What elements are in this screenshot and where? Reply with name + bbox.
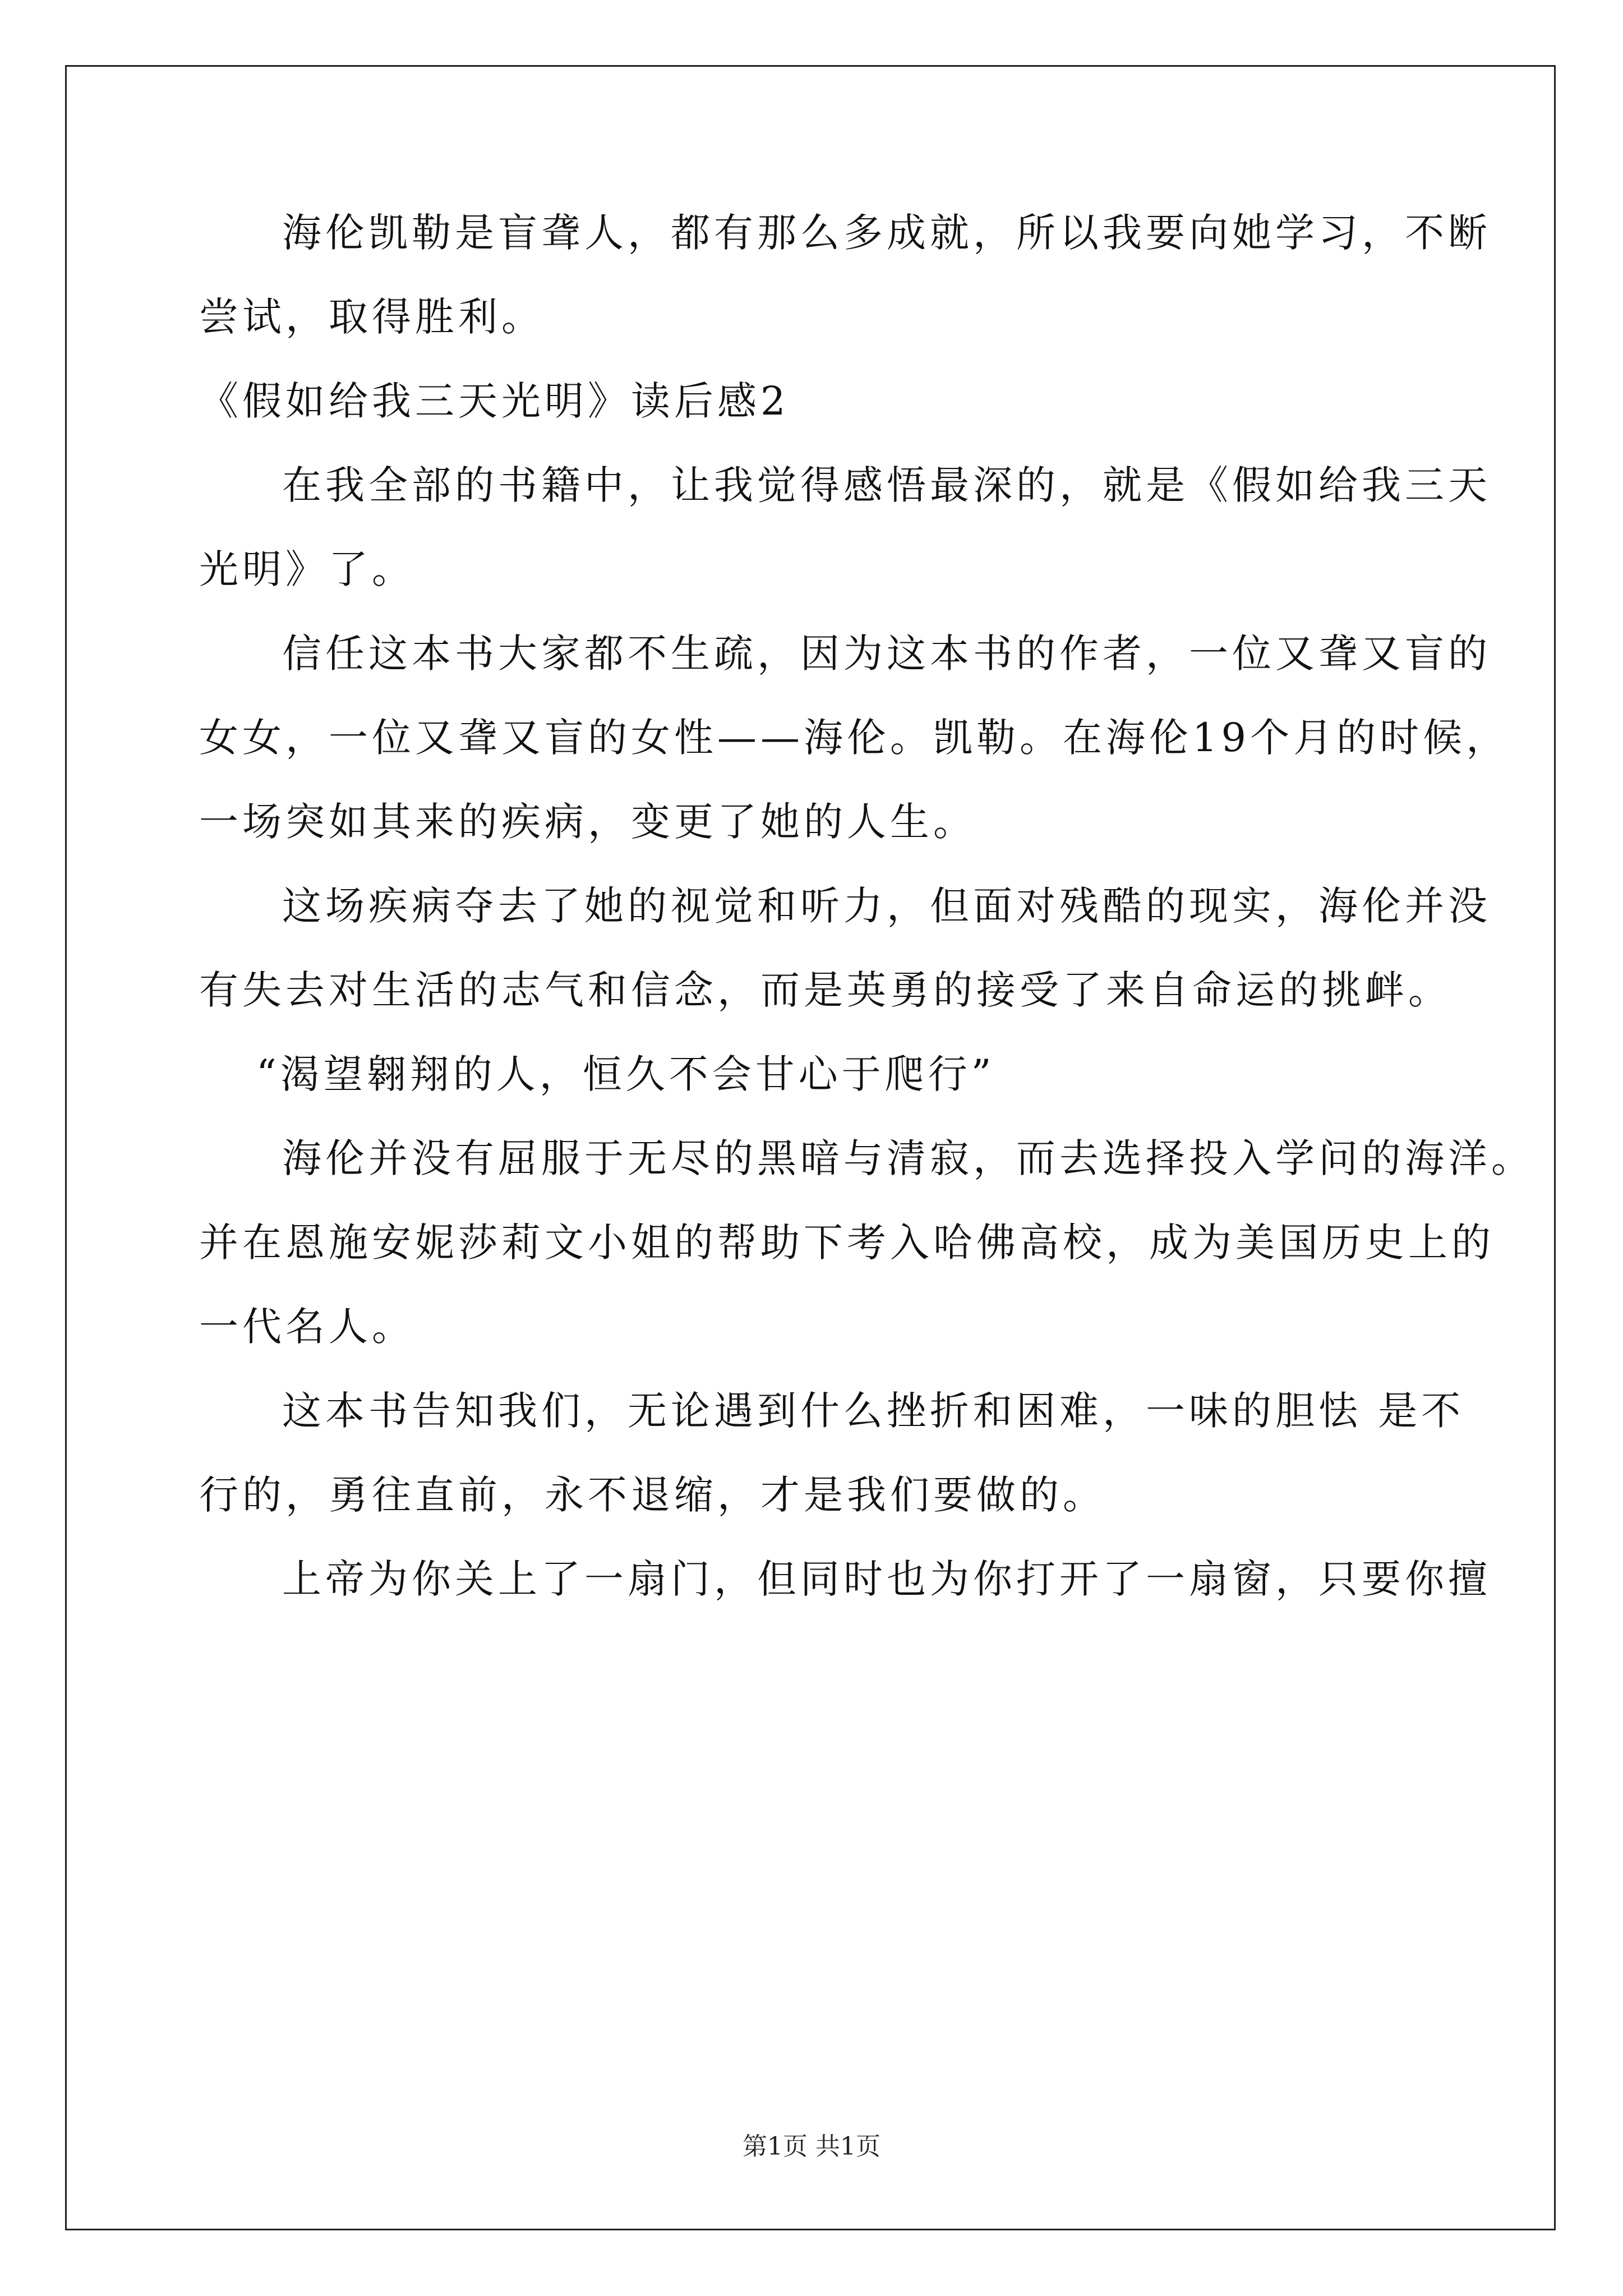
- quote-line: “渴望翱翔的人，恒久不会甘心于爬行”: [256, 1051, 995, 1097]
- paragraph-line: 光明》了。: [199, 546, 415, 592]
- paragraph-line: 尝试，取得胜利。: [199, 294, 545, 340]
- paragraph-line: 行的，勇往直前，永不退缩，才是我们要做的。: [199, 1472, 1106, 1518]
- paragraph-line: 这场疾病夺去了她的视觉和听力，但面对残酷的现实，海伦并没: [282, 883, 1491, 929]
- paragraph-line: 女女，一位又聋又盲的女性——海伦。凯勒。在海伦19个月的时候，: [199, 715, 1510, 761]
- paragraph-line: 并在恩施安妮莎莉文小姐的帮助下考入哈佛高校，成为美国历史上的: [199, 1220, 1495, 1266]
- paragraph-line: 一代名人。: [199, 1304, 415, 1350]
- paragraph-line: 信任这本书大家都不生疏，因为这本书的作者，一位又聋又盲的: [282, 631, 1491, 677]
- paragraph-line: 在我全部的书籍中，让我觉得感悟最深的，就是《假如给我三天: [282, 462, 1491, 508]
- page-footer: 第1页 共1页: [743, 2132, 880, 2161]
- paragraph-line: 海伦并没有屈服于无尽的黑暗与清寂，而去选择投入学问的海洋。: [282, 1135, 1534, 1181]
- paragraph-line: 这本书告知我们，无论遇到什么挫折和困难，一味的胆怯 是不: [282, 1388, 1465, 1434]
- paragraph-line: 一场突如其来的疾病，变更了她的人生。: [199, 799, 976, 845]
- paragraph-line: 上帝为你关上了一扇门，但同时也为你打开了一扇窗，只要你擅: [282, 1556, 1491, 1602]
- section-heading: 《假如给我三天光明》读后感2: [199, 378, 790, 424]
- paragraph-line: 海伦凯勒是盲聋人，都有那么多成就，所以我要向她学习，不断: [282, 210, 1491, 256]
- paragraph-line: 有失去对生活的志气和信念，而是英勇的接受了来自命运的挑衅。: [199, 967, 1451, 1013]
